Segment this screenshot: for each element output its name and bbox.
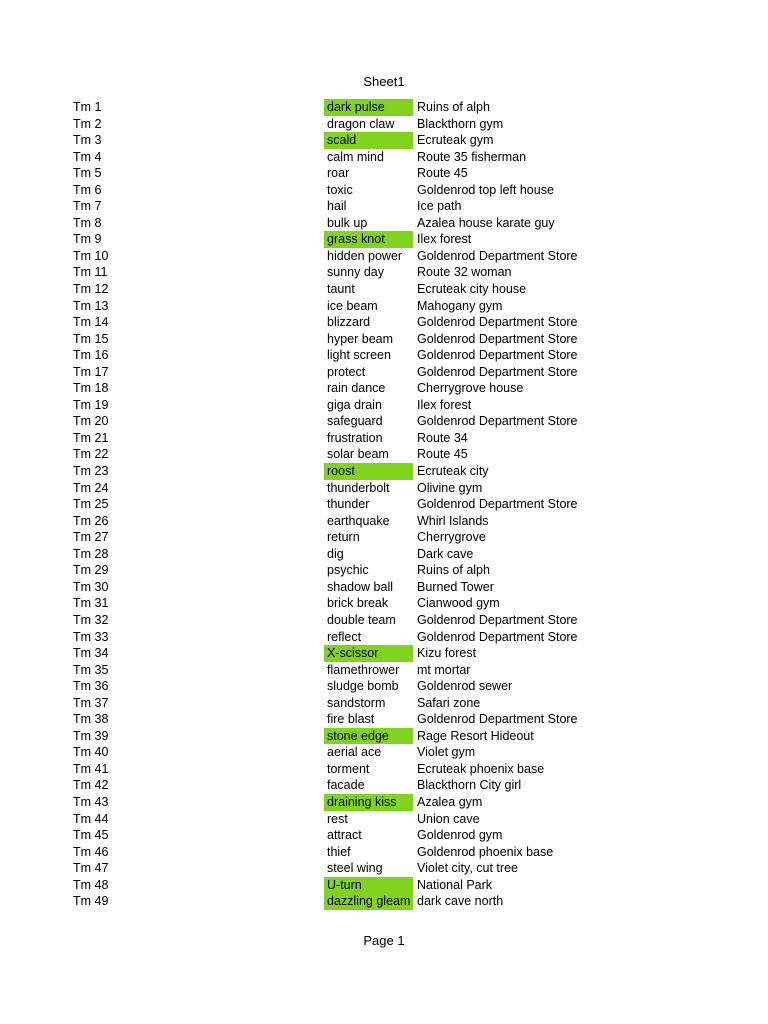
tm-number-cell: Tm 24 (73, 480, 109, 495)
table-row (0, 198, 768, 215)
table-row (0, 794, 768, 811)
tm-number-cell: Tm 15 (73, 331, 109, 346)
tm-number-cell: Tm 46 (73, 844, 109, 859)
tm-number-cell: Tm 13 (73, 298, 109, 313)
tm-number-cell: Tm 21 (73, 430, 109, 445)
move-name-cell: stone edge (324, 728, 413, 745)
move-name-cell: solar beam (327, 447, 389, 462)
table-row (0, 860, 768, 877)
move-name-cell: thunder (327, 497, 370, 512)
tm-number-cell: Tm 25 (73, 497, 109, 512)
page-number: Page 1 (363, 933, 405, 948)
table-row (0, 413, 768, 430)
move-name-cell: fire blast (327, 712, 375, 727)
location-cell: Route 32 woman (417, 265, 512, 280)
table-row (0, 446, 768, 463)
move-name-cell: steel wing (327, 861, 383, 876)
move-name-cell: psychic (327, 563, 369, 578)
location-cell: Ilex forest (417, 397, 472, 412)
tm-number-cell: Tm 29 (73, 563, 109, 578)
location-cell: Route 45 (417, 447, 468, 462)
move-name-cell: U-turn (324, 877, 413, 894)
table-row (0, 380, 768, 397)
move-name-cell: roost (324, 463, 413, 480)
move-name-cell: ice beam (327, 298, 378, 313)
tm-number-cell: Tm 3 (73, 133, 102, 148)
location-cell: Ilex forest (417, 232, 472, 247)
move-name-cell: frustration (327, 430, 383, 445)
tm-number-cell: Tm 7 (73, 199, 102, 214)
location-cell: Goldenrod Department Store (417, 629, 578, 644)
table-row (0, 397, 768, 414)
table-row (0, 728, 768, 745)
move-name-cell: rain dance (327, 381, 386, 396)
tm-number-cell: Tm 30 (73, 579, 109, 594)
location-cell: mt mortar (417, 662, 471, 677)
table-row (0, 281, 768, 298)
location-cell: Route 35 fisherman (417, 149, 527, 164)
move-name-cell: earthquake (327, 513, 390, 528)
table-row (0, 827, 768, 844)
tm-number-cell: Tm 40 (73, 745, 109, 760)
location-cell: Goldenrod Department Store (417, 248, 578, 263)
location-cell: Route 34 (417, 430, 468, 445)
move-name-cell: dazzling gleam (324, 893, 413, 910)
move-name-cell: dark pulse (324, 99, 413, 116)
table-row (0, 629, 768, 646)
location-cell: Rage Resort Hideout (417, 728, 534, 743)
location-cell: Route 45 (417, 166, 468, 181)
tm-number-cell: Tm 49 (73, 894, 109, 909)
move-name-cell: sunny day (327, 265, 384, 280)
move-name-cell: thunderbolt (327, 480, 390, 495)
move-name-cell: protect (327, 364, 366, 379)
location-cell: dark cave north (417, 894, 504, 909)
tm-number-cell: Tm 47 (73, 861, 109, 876)
table-row (0, 678, 768, 695)
move-name-cell: double team (327, 612, 396, 627)
location-cell: Violet city, cut tree (417, 861, 518, 876)
table-row (0, 711, 768, 728)
table-row (0, 347, 768, 364)
table-row (0, 480, 768, 497)
location-cell: Ecruteak phoenix base (417, 761, 545, 776)
location-cell: Ecruteak city (417, 464, 489, 479)
move-name-cell: rest (327, 811, 348, 826)
tm-number-cell: Tm 42 (73, 778, 109, 793)
location-cell: Goldenrod Department Store (417, 712, 578, 727)
move-name-cell: shadow ball (327, 579, 394, 594)
table-row (0, 99, 768, 116)
location-cell: Ice path (417, 199, 462, 214)
move-name-cell: safeguard (327, 414, 383, 429)
location-cell: Union cave (417, 811, 480, 826)
tm-number-cell: Tm 4 (73, 149, 102, 164)
tm-number-cell: Tm 39 (73, 728, 109, 743)
move-name-cell: brick break (327, 596, 389, 611)
move-name-cell: roar (327, 166, 350, 181)
move-name-cell: giga drain (327, 397, 382, 412)
tm-number-cell: Tm 2 (73, 116, 102, 131)
location-cell: Violet gym (417, 745, 476, 760)
tm-number-cell: Tm 9 (73, 232, 102, 247)
tm-number-cell: Tm 1 (73, 100, 102, 114)
location-cell: Blackthorn City girl (417, 778, 522, 793)
move-name-cell: reflect (327, 629, 362, 644)
tm-number-cell: Tm 23 (73, 464, 109, 479)
move-name-cell: sludge bomb (327, 679, 399, 694)
location-cell: Whirl Islands (417, 513, 489, 528)
move-name-cell: return (327, 530, 360, 545)
location-cell: National Park (417, 877, 493, 892)
tm-number-cell: Tm 43 (73, 794, 109, 809)
table-row (0, 463, 768, 480)
table-row (0, 546, 768, 563)
move-name-cell: X-scissor (324, 645, 413, 662)
move-name-cell: scald (324, 132, 413, 149)
table-row (0, 562, 768, 579)
location-cell: Goldenrod top left house (417, 182, 554, 197)
tm-number-cell: Tm 17 (73, 364, 109, 379)
table-row (0, 777, 768, 794)
location-cell: Goldenrod Department Store (417, 364, 578, 379)
tm-number-cell: Tm 34 (73, 646, 109, 661)
table-row (0, 744, 768, 761)
move-name-cell: toxic (327, 182, 353, 197)
tm-number-cell: Tm 14 (73, 315, 109, 330)
move-name-cell: light screen (327, 348, 391, 363)
location-cell: Goldenrod sewer (417, 679, 513, 694)
location-cell: Ruins of alph (417, 100, 490, 114)
table-row (0, 165, 768, 182)
table-row (0, 231, 768, 248)
tm-number-cell: Tm 10 (73, 248, 109, 263)
tm-number-cell: Tm 19 (73, 397, 109, 412)
move-name-cell: thief (327, 844, 351, 859)
tm-number-cell: Tm 11 (73, 265, 108, 280)
location-cell: Goldenrod phoenix base (417, 844, 554, 859)
table-row (0, 149, 768, 166)
tm-number-cell: Tm 45 (73, 828, 109, 843)
table-row (0, 430, 768, 447)
move-name-cell: dragon claw (327, 116, 395, 131)
table-row (0, 264, 768, 281)
location-cell: Azalea house karate guy (417, 215, 555, 230)
table-row (0, 132, 768, 149)
move-name-cell: flamethrower (327, 662, 400, 677)
tm-number-cell: Tm 6 (73, 182, 102, 197)
tm-number-cell: Tm 37 (73, 695, 109, 710)
move-name-cell: hidden power (327, 248, 403, 263)
location-cell: Safari zone (417, 695, 481, 710)
tm-number-cell: Tm 20 (73, 414, 109, 429)
table-row (0, 579, 768, 596)
move-name-cell: hail (327, 199, 347, 214)
location-cell: Blackthorn gym (417, 116, 504, 131)
location-cell: Burned Tower (417, 579, 494, 594)
table-row (0, 529, 768, 546)
table-row (0, 645, 768, 662)
tm-number-cell: Tm 31 (73, 596, 109, 611)
location-cell: Olivine gym (417, 480, 483, 495)
move-name-cell: dig (327, 546, 344, 561)
location-cell: Ruins of alph (417, 563, 490, 578)
move-name-cell: grass knot (324, 231, 413, 248)
tm-number-cell: Tm 36 (73, 679, 109, 694)
table-row (0, 116, 768, 133)
move-name-cell: sandstorm (327, 695, 386, 710)
location-cell: Goldenrod Department Store (417, 414, 578, 429)
table-row (0, 248, 768, 265)
tm-number-cell: Tm 5 (73, 166, 102, 181)
move-name-cell: blizzard (327, 315, 371, 330)
table-row (0, 298, 768, 315)
table-row (0, 761, 768, 778)
tm-number-cell: Tm 38 (73, 712, 109, 727)
location-cell: Ecruteak gym (417, 133, 494, 148)
location-cell: Cherrygrove (417, 530, 486, 545)
table-row (0, 364, 768, 381)
move-name-cell: aerial ace (327, 745, 382, 760)
tm-number-cell: Tm 22 (73, 447, 109, 462)
location-cell: Goldenrod Department Store (417, 331, 578, 346)
location-cell: Goldenrod Department Store (417, 612, 578, 627)
tm-number-cell: Tm 35 (73, 662, 109, 677)
location-cell: Dark cave (417, 546, 474, 561)
tm-number-cell: Tm 28 (73, 546, 109, 561)
move-name-cell: torment (327, 761, 370, 776)
table-row (0, 215, 768, 232)
table-row (0, 513, 768, 530)
table-row (0, 844, 768, 861)
table-row (0, 612, 768, 629)
location-cell: Goldenrod Department Store (417, 315, 578, 330)
move-name-cell: attract (327, 828, 362, 843)
tm-number-cell: Tm 26 (73, 513, 109, 528)
tm-number-cell: Tm 48 (73, 877, 109, 892)
tm-number-cell: Tm 32 (73, 612, 109, 627)
table-row (0, 695, 768, 712)
location-cell: Goldenrod gym (417, 828, 503, 843)
tm-number-cell: Tm 12 (73, 282, 109, 297)
tm-number-cell: Tm 18 (73, 381, 109, 396)
location-cell: Goldenrod Department Store (417, 497, 578, 512)
table-row (0, 496, 768, 513)
location-cell: Cianwood gym (417, 596, 500, 611)
move-name-cell: hyper beam (327, 331, 394, 346)
sheet-title: Sheet1 (363, 74, 405, 89)
table-row (0, 314, 768, 331)
tm-number-cell: Tm 44 (73, 811, 109, 826)
move-name-cell: calm mind (327, 149, 384, 164)
move-name-cell: bulk up (327, 215, 368, 230)
location-cell: Cherrygrove house (417, 381, 524, 396)
tm-table (0, 99, 768, 910)
tm-number-cell: Tm 8 (73, 215, 102, 230)
table-row (0, 662, 768, 679)
tm-number-cell: Tm 16 (73, 348, 109, 363)
location-cell: Goldenrod Department Store (417, 348, 578, 363)
location-cell: Azalea gym (417, 794, 483, 809)
move-name-cell: draining kiss (324, 794, 413, 811)
table-row (0, 893, 768, 910)
table-row (0, 331, 768, 348)
location-cell: Mahogany gym (417, 298, 503, 313)
table-row (0, 877, 768, 894)
location-cell: Kizu forest (417, 646, 477, 661)
tm-number-cell: Tm 33 (73, 629, 109, 644)
tm-number-cell: Tm 41 (73, 761, 109, 776)
move-name-cell: taunt (327, 282, 355, 297)
table-row (0, 182, 768, 199)
table-row (0, 811, 768, 828)
location-cell: Ecruteak city house (417, 282, 527, 297)
move-name-cell: facade (327, 778, 365, 793)
tm-number-cell: Tm 27 (73, 530, 109, 545)
table-row (0, 595, 768, 612)
